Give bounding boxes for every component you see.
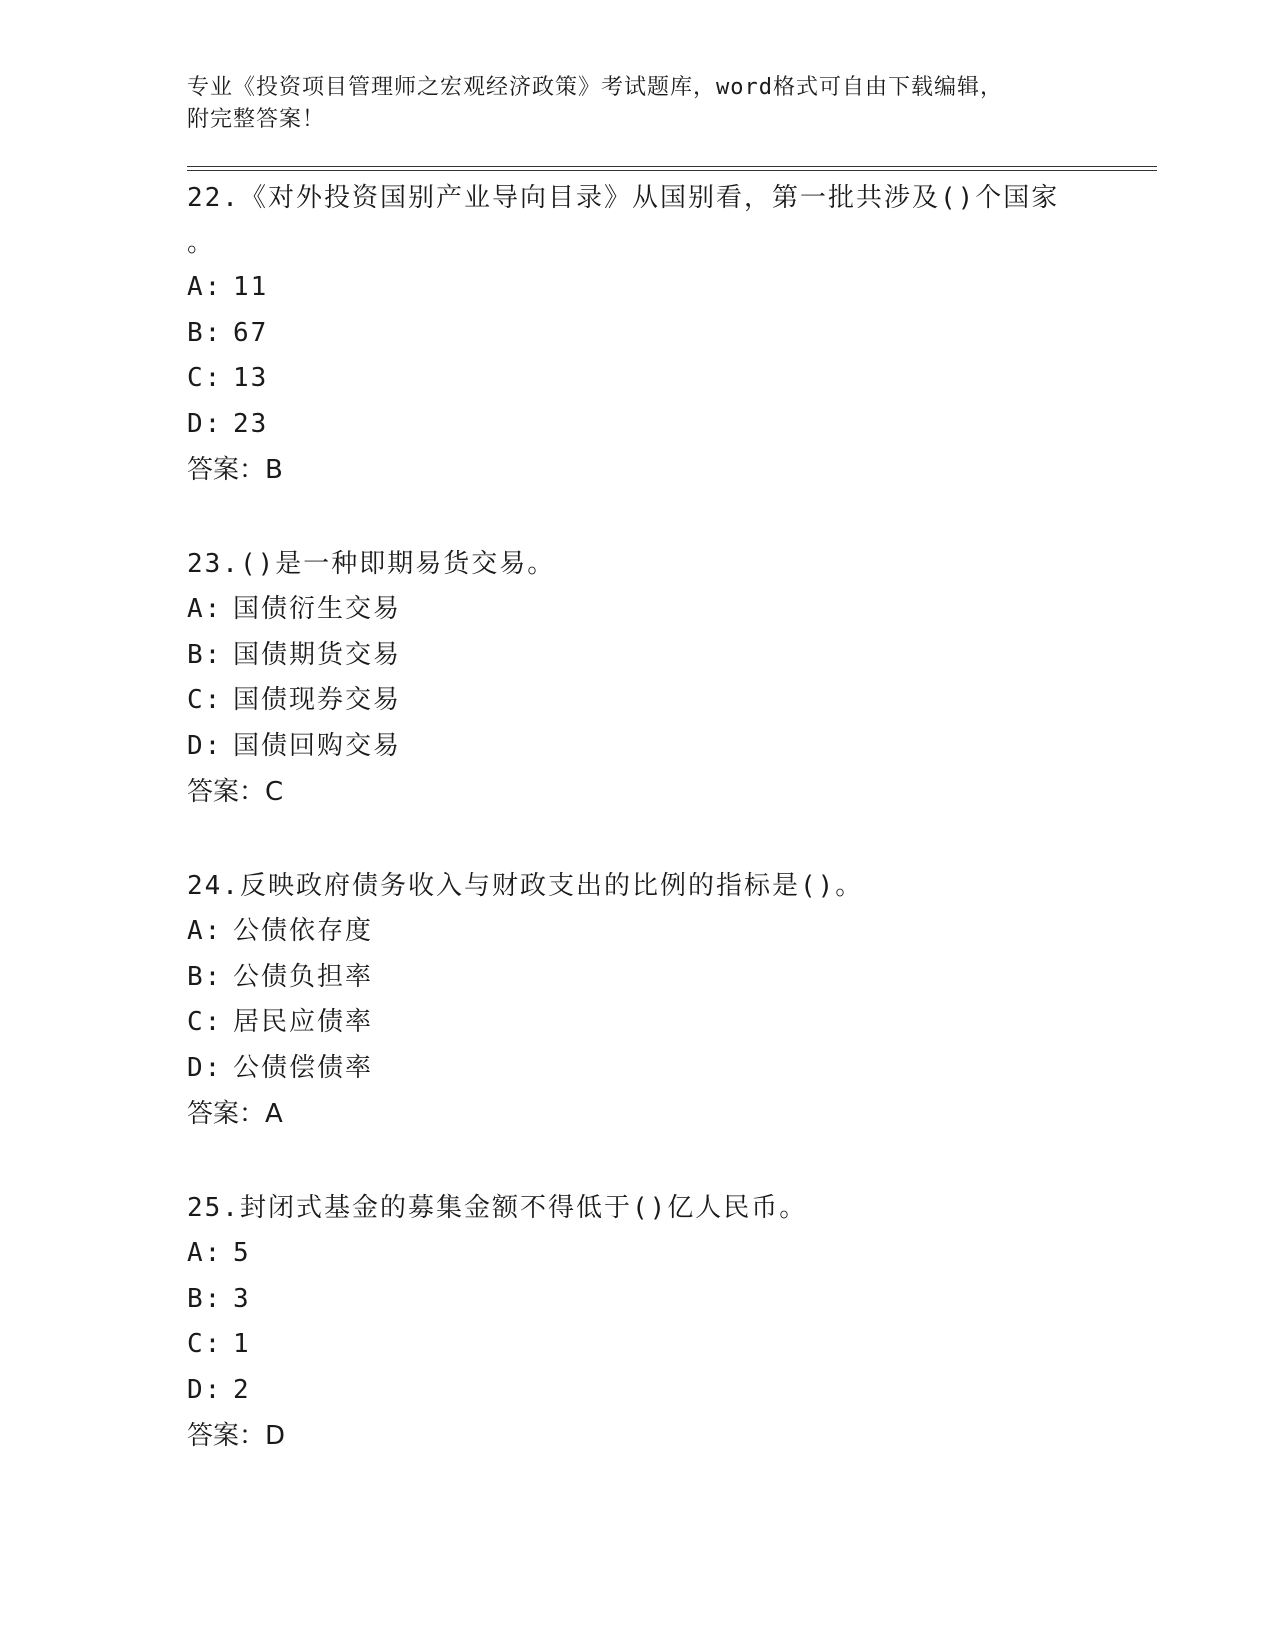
option-a xyxy=(187,909,1157,955)
option-key: C: xyxy=(187,363,223,393)
option-key: B: xyxy=(187,961,223,992)
option-text: 居民应债率 xyxy=(233,1007,374,1037)
option-text: 67 xyxy=(233,317,269,348)
option-text: 2 xyxy=(233,1374,251,1405)
question-stem: 25.封闭式基金的募集金额不得低于()亿人民币。 xyxy=(187,1193,808,1223)
option-text: 11 xyxy=(233,272,269,302)
option-text: 1 xyxy=(233,1329,251,1359)
option-text: 公债依存度 xyxy=(233,916,374,946)
option-c xyxy=(187,678,1157,724)
option-key: B: xyxy=(187,1283,223,1314)
option-d xyxy=(187,402,1157,448)
option-a xyxy=(187,265,1157,311)
question-stem: 23.()是一种即期易货交易。 xyxy=(187,549,556,579)
option-text: 5 xyxy=(233,1238,251,1268)
option-d xyxy=(187,1046,1157,1092)
question-25 xyxy=(187,1185,1157,1459)
question-spacer xyxy=(187,1137,1157,1181)
option-key: A: xyxy=(187,272,223,302)
option-text: 公债负担率 xyxy=(233,961,374,992)
option-c xyxy=(187,1000,1157,1046)
option-b xyxy=(187,1277,1157,1323)
option-text: 23 xyxy=(233,408,269,439)
question-spacer xyxy=(187,815,1157,859)
option-text: 13 xyxy=(233,363,269,393)
option-key: D: xyxy=(187,408,223,439)
question-stem-tail: 。 xyxy=(187,228,214,258)
header-divider xyxy=(187,166,1157,171)
document-page xyxy=(187,72,1157,1459)
option-key: A: xyxy=(187,594,223,624)
option-b xyxy=(187,311,1157,357)
question-23 xyxy=(187,541,1157,815)
option-key: C: xyxy=(187,685,223,715)
option-key: D: xyxy=(187,1374,223,1405)
question-24 xyxy=(187,863,1157,1137)
option-text: 国债衍生交易 xyxy=(233,594,402,624)
option-key: A: xyxy=(187,1238,223,1268)
option-text: 3 xyxy=(233,1283,251,1314)
option-key: B: xyxy=(187,639,223,670)
answer-line: 答案：D xyxy=(187,1421,286,1451)
header-line-2: 附完整答案！ xyxy=(187,107,326,132)
question-stem: 24.反映政府债务收入与财政支出的比例的指标是()。 xyxy=(187,871,864,901)
option-key: B: xyxy=(187,317,223,348)
option-a xyxy=(187,1231,1157,1277)
answer-line: 答案：B xyxy=(187,455,283,485)
option-d xyxy=(187,1368,1157,1414)
header-line-1: 专业《投资项目管理师之宏观经济政策》考试题库，word格式可自由下载编辑， xyxy=(187,75,1003,100)
answer-line: 答案：C xyxy=(187,777,284,807)
option-c xyxy=(187,1322,1157,1368)
option-key: D: xyxy=(187,730,223,761)
question-spacer xyxy=(187,493,1157,537)
option-key: A: xyxy=(187,916,223,946)
option-d xyxy=(187,724,1157,770)
answer-line: 答案：A xyxy=(187,1099,283,1129)
option-key: C: xyxy=(187,1007,223,1037)
question-22 xyxy=(187,175,1157,493)
option-text: 国债现券交易 xyxy=(233,685,402,715)
option-b xyxy=(187,633,1157,679)
option-c xyxy=(187,356,1157,402)
option-b xyxy=(187,955,1157,1001)
option-key: C: xyxy=(187,1329,223,1359)
question-stem: 22.《对外投资国别产业导向目录》从国别看，第一批共涉及()个国家 xyxy=(187,183,1060,213)
option-text: 公债偿债率 xyxy=(233,1052,374,1083)
option-key: D: xyxy=(187,1052,223,1083)
option-text: 国债期货交易 xyxy=(233,639,402,670)
option-a xyxy=(187,587,1157,633)
option-text: 国债回购交易 xyxy=(233,730,402,761)
document-header xyxy=(187,72,1157,136)
